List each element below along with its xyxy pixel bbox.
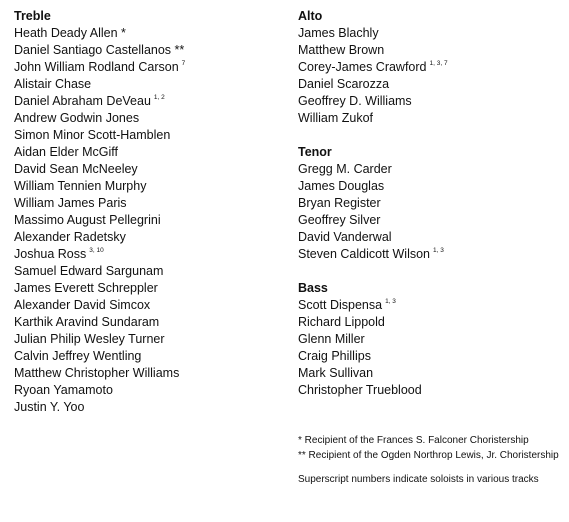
member-treble (14, 348, 284, 365)
member-treble (14, 314, 284, 331)
soloist-superscript: 1, 3 (433, 247, 444, 254)
member-name: James Everett Schreppler (14, 281, 158, 295)
member-bass (298, 382, 566, 399)
member-tenor (298, 161, 566, 178)
member-name: Glenn Miller (298, 332, 365, 346)
member-treble (14, 229, 284, 246)
member-treble (14, 365, 284, 382)
member-name: Karthik Aravind Sundaram (14, 315, 160, 329)
member-name: William James Paris (14, 196, 127, 210)
member-treble (14, 195, 284, 212)
member-tenor (298, 229, 566, 246)
soloist-superscript: 7 (181, 60, 186, 67)
footnotes (298, 433, 566, 487)
member-tenor (298, 212, 566, 229)
member-name: Justin Y. Yoo (14, 400, 85, 414)
member-bass (298, 314, 566, 331)
section-title-bass: Bass (298, 281, 328, 295)
footnote-single-star: * Recipient of the Frances S. Falconer Choristership (298, 435, 529, 446)
member-alto (298, 42, 566, 59)
soloist-superscript: 3, 10 (89, 247, 104, 254)
member-name: Daniel Abraham DeVeau (14, 94, 151, 108)
member-name: Craig Phillips (298, 349, 371, 363)
member-bass (298, 365, 566, 382)
member-treble (14, 76, 284, 93)
section-bass (298, 280, 566, 399)
member-name: Geoffrey Silver (298, 213, 381, 227)
member-bass (298, 348, 566, 365)
member-name: Matthew Brown (298, 43, 385, 57)
member-name: James Blachly (298, 26, 379, 40)
member-name: Corey-James Crawford (298, 60, 427, 74)
member-name: Heath Deady Allen * (14, 26, 126, 40)
member-tenor (298, 195, 566, 212)
member-bass (298, 297, 566, 314)
member-name: William Zukof (298, 111, 374, 125)
member-alto (298, 110, 566, 127)
member-treble (14, 93, 284, 110)
member-list-bass (298, 297, 566, 399)
member-name: Massimo August Pellegrini (14, 213, 161, 227)
member-name: Ryoan Yamamoto (14, 383, 113, 397)
member-name: David Sean McNeeley (14, 162, 138, 176)
member-alto (298, 59, 566, 76)
section-tenor (298, 144, 566, 263)
soloist-superscript: 1, 2 (153, 94, 165, 101)
member-name: Steven Caldicott Wilson (298, 247, 431, 261)
member-list-treble (14, 25, 284, 416)
member-name: Gregg M. Carder (298, 162, 392, 176)
section-title-treble: Treble (14, 9, 51, 23)
member-name: Bryan Register (298, 196, 381, 210)
member-treble (14, 25, 284, 42)
soloist-superscript: 1, 3, 7 (429, 60, 448, 67)
member-name: Richard Lippold (298, 315, 385, 329)
member-treble (14, 127, 284, 144)
member-name: Julian Philip Wesley Turner (14, 332, 165, 346)
member-bass (298, 331, 566, 348)
member-treble (14, 161, 284, 178)
member-alto (298, 93, 566, 110)
member-list-alto (298, 25, 566, 127)
member-treble (14, 331, 284, 348)
member-name: David Vanderwal (298, 230, 392, 244)
section-alto (298, 8, 566, 127)
section-title-alto: Alto (298, 9, 323, 23)
member-treble (14, 144, 284, 161)
member-treble (14, 399, 284, 416)
right-column (298, 8, 566, 416)
member-tenor (298, 246, 566, 263)
member-name: Christopher Trueblood (298, 383, 422, 397)
member-treble (14, 42, 284, 59)
member-name: Simon Minor Scott-Hamblen (14, 128, 171, 142)
section-title-tenor: Tenor (298, 145, 332, 159)
member-alto (298, 76, 566, 93)
member-treble (14, 246, 284, 263)
member-treble (14, 382, 284, 399)
section-treble (14, 8, 284, 416)
member-name: Matthew Christopher Williams (14, 366, 180, 380)
member-name: Daniel Santiago Castellanos ** (14, 43, 185, 57)
member-treble (14, 297, 284, 314)
footnote-superscript-note: Superscript numbers indicate soloists in various tracks (298, 474, 539, 485)
member-name: William Tennien Murphy (14, 179, 147, 193)
member-name: Aidan Elder McGiff (14, 145, 118, 159)
footnote-double-star: ** Recipient of the Ogden Northrop Lewis, Jr. Choristership (298, 450, 559, 461)
member-alto (298, 25, 566, 42)
soloist-superscript: 1, 3 (385, 298, 396, 305)
member-name: John William Rodland Carson (14, 60, 179, 74)
member-name: Calvin Jeffrey Wentling (14, 349, 142, 363)
member-treble (14, 110, 284, 127)
member-name: Alexander Radetsky (14, 230, 126, 244)
member-name: Alexander David Simcox (14, 298, 151, 312)
member-treble (14, 263, 284, 280)
member-name: Mark Sullivan (298, 366, 374, 380)
member-name: Samuel Edward Sargunam (14, 264, 164, 278)
member-name: Daniel Scarozza (298, 77, 390, 91)
member-treble (14, 59, 284, 76)
member-name: Scott Dispensa (298, 298, 383, 312)
member-list-tenor (298, 161, 566, 263)
member-treble (14, 178, 284, 195)
member-tenor (298, 178, 566, 195)
member-name: James Douglas (298, 179, 385, 193)
left-column (14, 8, 284, 433)
member-treble (14, 280, 284, 297)
member-name: Alistair Chase (14, 77, 92, 91)
member-name: Joshua Ross (14, 247, 87, 261)
member-treble (14, 212, 284, 229)
member-name: Geoffrey D. Williams (298, 94, 412, 108)
member-name: Andrew Godwin Jones (14, 111, 140, 125)
